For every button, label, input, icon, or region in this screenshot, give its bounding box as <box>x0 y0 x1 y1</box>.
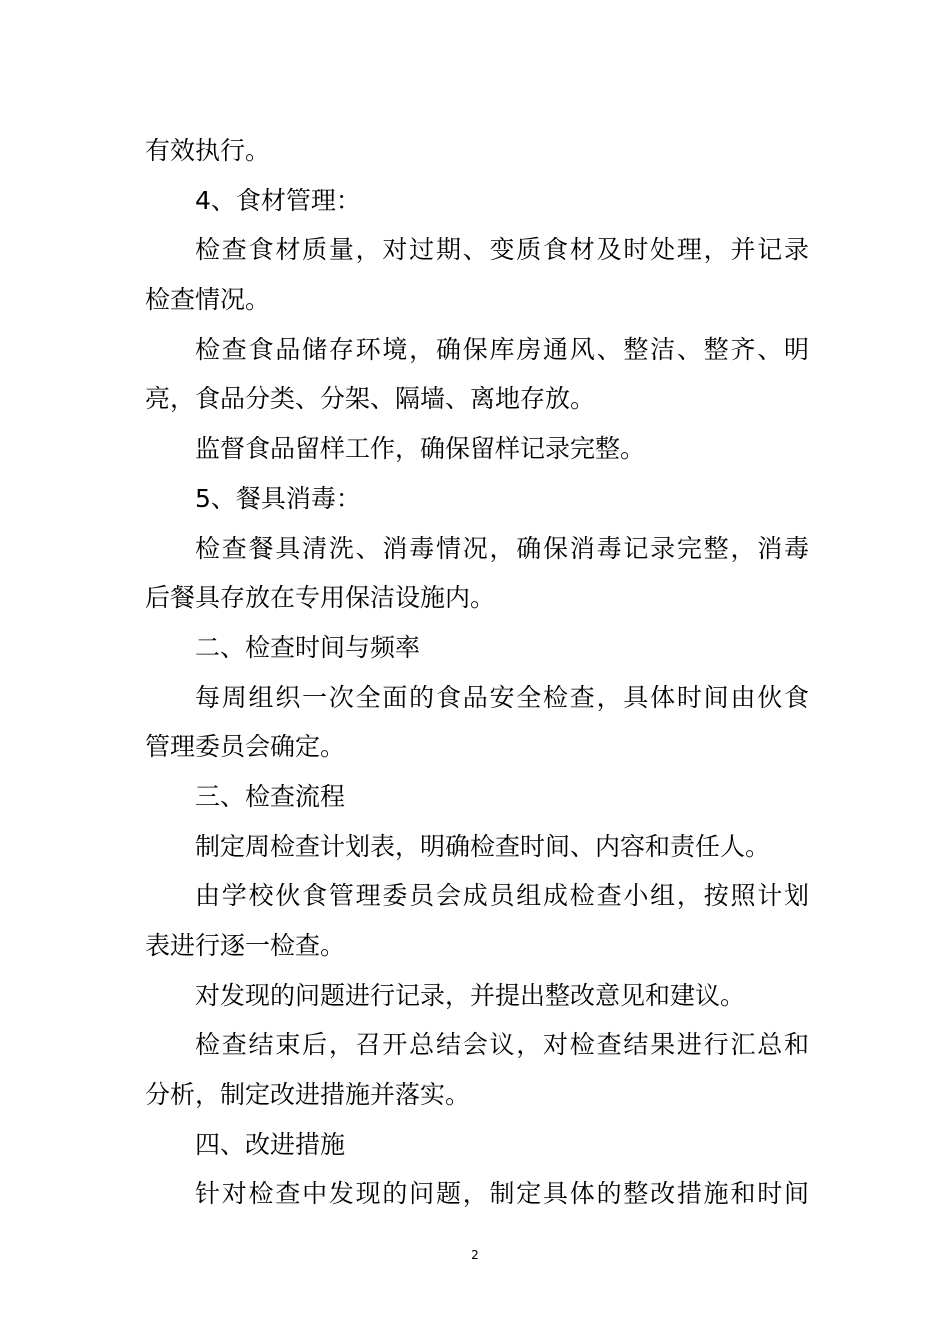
text-line: 后餐具存放在专用保洁设施内。 <box>145 583 496 613</box>
text-line: 亮，食品分类、分架、隔墙、离地存放。 <box>145 384 596 414</box>
text-line: 5、餐具消毒： <box>195 483 361 513</box>
text-line: 分析，制定改进措施并落实。 <box>145 1080 471 1110</box>
text-line: 四、改进措施 <box>195 1129 346 1159</box>
document-body <box>145 126 809 1219</box>
text-line: 检查餐具清洗、消毒情况，确保消毒记录完整，消毒 <box>195 533 809 563</box>
text-line: 检查食品储存环境，确保库房通风、整洁、整齐、明 <box>195 334 809 364</box>
text-line: 检查结束后，召开总结会议，对检查结果进行汇总和 <box>195 1030 809 1060</box>
text-line: 对发现的问题进行记录，并提出整改意见和建议。 <box>195 980 746 1010</box>
text-line: 每周组织一次全面的食品安全检查，具体时间由伙食 <box>195 682 809 712</box>
text-line: 监督食品留样工作，确保留样记录完整。 <box>195 434 646 464</box>
text-line: 制定周检查计划表，明确检查时间、内容和责任人。 <box>195 831 771 861</box>
text-line: 管理委员会确定。 <box>145 732 346 762</box>
page-number: 2 <box>471 1248 479 1262</box>
text-line: 检查情况。 <box>145 285 271 315</box>
text-line: 有效执行。 <box>145 136 271 165</box>
text-line: 二、检查时间与频率 <box>195 632 421 662</box>
text-line: 三、检查流程 <box>195 781 346 811</box>
text-line: 检查食材质量，对过期、变质食材及时处理，并记录 <box>195 235 809 265</box>
text-line: 由学校伙食管理委员会成员组成检查小组，按照计划 <box>195 881 809 911</box>
text-line: 针对检查中发现的问题，制定具体的整改措施和时间 <box>195 1179 809 1209</box>
text-line: 4、食材管理： <box>195 185 361 215</box>
text-line: 表进行逐一检查。 <box>145 931 346 960</box>
